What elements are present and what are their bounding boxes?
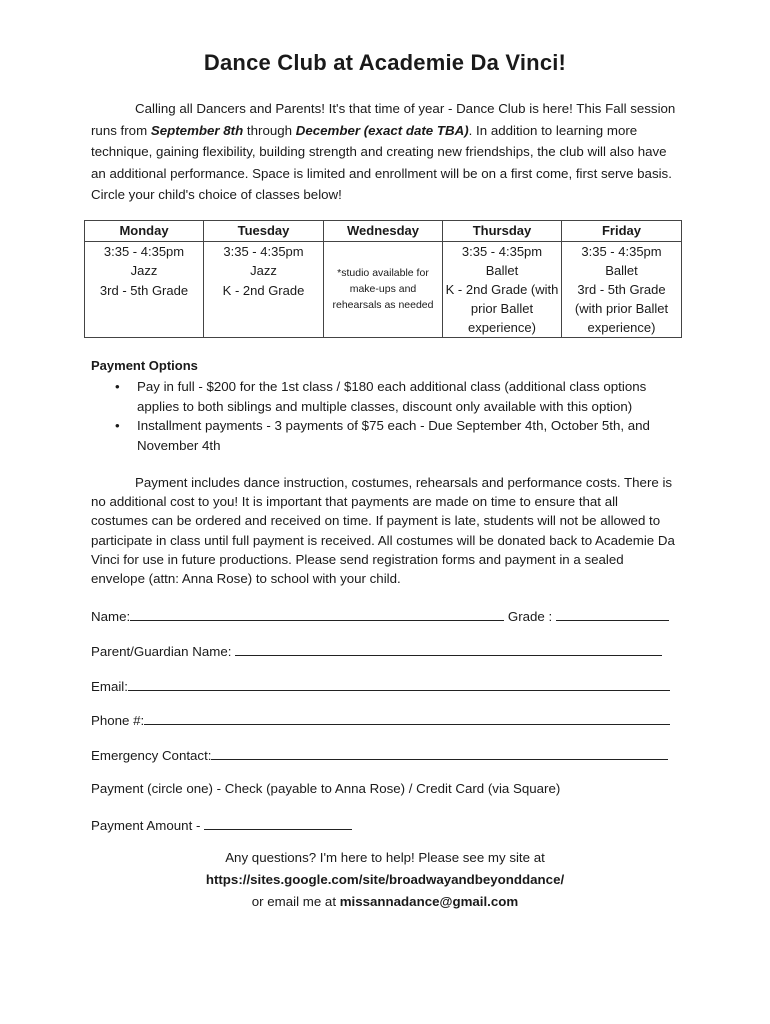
payment-option-full-text: Pay in full - $200 for the 1st class / $180 each additional class (additional class options applies to both siblings and multiple classes, discount only available with this option) — [137, 379, 647, 414]
payment-method-text: Payment (circle one) - Check (payable to Anna Rose) / Credit Card (via Square) — [91, 781, 561, 796]
footer-questions: Any questions? I'm here to help! Please see my site at — [225, 850, 545, 865]
friday-time: 3:35 - 4:35pm — [581, 243, 662, 259]
monday-class-cell[interactable] — [85, 241, 204, 337]
name-field[interactable] — [130, 606, 504, 621]
intro-text-2: through — [243, 122, 296, 138]
payment-options-list — [91, 377, 681, 455]
header-monday: Monday — [85, 221, 204, 242]
intro-text-3: . In addition to learning more technique, gaining flexibility, building strength and creating new friendships, the club will also have an additional performance. Space is limited and enrollment will be on a first come, first serve basis. Circle your child's choice of classes below! — [91, 122, 672, 202]
footer-site-link[interactable]: https://sites.google.com/site/broadwayandbeyonddance/ — [205, 872, 565, 887]
phone-field[interactable] — [144, 710, 670, 725]
thursday-class-cell[interactable] — [443, 241, 562, 337]
footer-email-link[interactable]: missannadance@gmail.com — [339, 894, 519, 909]
wednesday-note: *studio available for make-ups and rehearsals as needed — [332, 267, 434, 311]
payment-option-installment-text: Installment payments - 3 payments of $75 each - Due September 4th, October 5th, and November 4th — [137, 418, 650, 453]
emergency-contact-field[interactable] — [211, 745, 668, 760]
tuesday-time: 3:35 - 4:35pm — [223, 243, 304, 259]
email-field[interactable] — [128, 676, 670, 691]
parent-name-field[interactable] — [235, 641, 662, 656]
tuesday-class-cell[interactable] — [204, 241, 324, 337]
email-label: Email: — [91, 679, 128, 694]
grade-field[interactable] — [556, 606, 669, 621]
monday-grade: 3rd - 5th Grade — [99, 282, 189, 298]
tuesday-grade: K - 2nd Grade — [222, 282, 305, 298]
monday-style: Jazz — [130, 263, 158, 278]
parent-row — [91, 641, 662, 661]
emergency-contact-label: Emergency Contact: — [91, 748, 212, 763]
intro-text-1: Calling all Dancers and Parents! It's that time of year - Dance Club is here! This Fall session runs from — [91, 101, 676, 138]
email-row — [91, 676, 670, 696]
payment-option-full — [91, 377, 681, 416]
payment-amount-field[interactable] — [204, 815, 352, 830]
name-row — [91, 606, 669, 626]
friday-grade: 3rd - 5th Grade (with prior Ballet experience) — [574, 281, 669, 335]
thursday-grade: K - 2nd Grade (with prior Ballet experience) — [445, 281, 559, 335]
schedule-body-row — [85, 241, 682, 337]
schedule-header-row — [85, 221, 682, 242]
tuesday-style: Jazz — [250, 263, 277, 278]
header-wednesday: Wednesday — [324, 221, 443, 242]
bullet-icon: • — [115, 379, 120, 394]
bullet-icon: • — [115, 418, 120, 433]
header-thursday: Thursday — [443, 221, 562, 242]
payment-amount-row — [91, 815, 352, 835]
payment-options-heading: Payment Options — [91, 358, 198, 373]
session-start-date: September 8th — [150, 122, 244, 138]
name-label: Name: — [91, 609, 131, 624]
session-end-date: December (exact date TBA) — [295, 122, 469, 138]
payment-details-paragraph — [91, 473, 677, 588]
footer-email-line — [0, 894, 770, 909]
monday-time: 3:35 - 4:35pm — [103, 243, 185, 259]
emergency-row — [91, 745, 668, 765]
header-tuesday: Tuesday — [204, 221, 324, 242]
grade-label: Grade : — [507, 609, 553, 624]
thursday-time: 3:35 - 4:35pm — [461, 243, 543, 259]
wednesday-note-cell — [324, 241, 443, 337]
payment-option-installment — [91, 416, 681, 455]
payment-amount-label: Payment Amount - — [91, 818, 201, 833]
class-schedule-table — [84, 220, 682, 338]
friday-style: Ballet — [605, 262, 638, 278]
phone-row — [91, 710, 670, 730]
header-friday: Friday — [562, 221, 682, 242]
page-title: Dance Club at Academie Da Vinci! — [203, 50, 567, 75]
friday-class-cell[interactable] — [562, 241, 682, 337]
thursday-style: Ballet — [485, 262, 519, 278]
payment-details-text: Payment includes dance instruction, costumes, rehearsals and performance costs. There is no additional cost to you! It is important that payments are made on time to ensure that all costumes can be ordered and received on time. If payment is late, students will not be allowed to participate in class until full payment is received. All costumes will be donated back to Academie Da Vinci for use in future productions. Please send registration forms and payment in a sealed envelope (attn: Anna Rose) to school with your child. — [91, 475, 675, 587]
footer-email-prefix: or email me at — [251, 894, 337, 909]
intro-paragraph — [91, 98, 681, 206]
phone-label: Phone #: — [91, 713, 145, 728]
parent-name-label: Parent/Guardian Name: — [91, 644, 232, 659]
payment-method-row[interactable] — [91, 780, 560, 798]
